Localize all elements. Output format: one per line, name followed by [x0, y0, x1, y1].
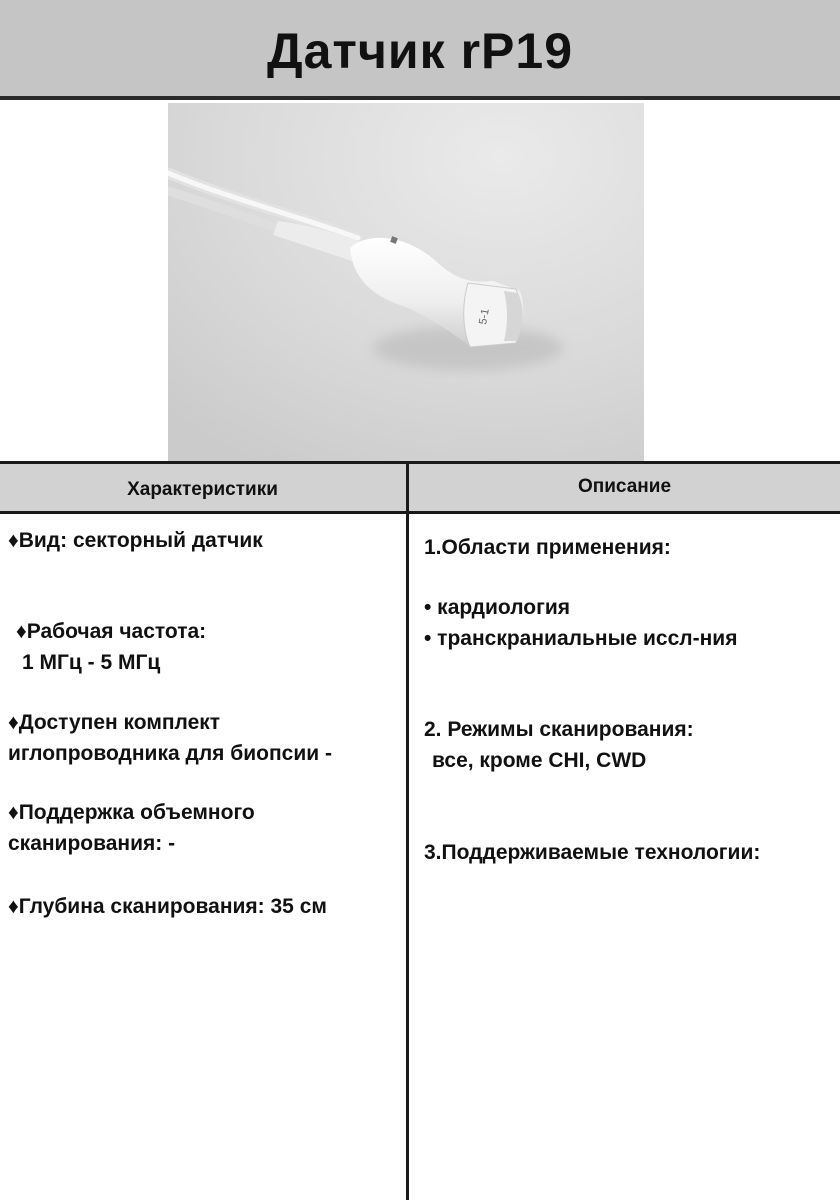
characteristics-heading: Характеристики: [127, 479, 278, 500]
frequency-label: ♦Рабочая частота:: [16, 620, 207, 643]
area-item: • кардиология: [424, 596, 571, 619]
volume-spec: [8, 797, 255, 859]
title-banner: [0, 0, 840, 100]
modes-value: все, кроме CHI, CWD: [432, 749, 647, 772]
areas-heading: 1.Области применения:: [424, 536, 671, 559]
page-title: Датчик rP19: [266, 23, 574, 79]
description-heading: Описание: [577, 476, 672, 497]
technologies-heading: 3.Поддерживаемые технологии:: [424, 841, 761, 864]
frequency-value: 1 МГц - 5 МГц: [22, 651, 161, 674]
probe-label: 5-1: [477, 307, 492, 326]
volume-line-2: сканирования: -: [8, 832, 176, 855]
scan-modes: [424, 714, 694, 776]
area-item: • транскраниальные иссл-ния: [424, 627, 738, 650]
areas-list: [424, 592, 737, 654]
biopsy-line-1: ♦Доступен комплект: [8, 711, 221, 734]
probe-type: ♦Вид: секторный датчик: [8, 529, 263, 552]
biopsy-spec: [8, 707, 332, 769]
biopsy-line-2: иглопроводника для биопсии -: [8, 742, 332, 765]
column-divider: [406, 461, 409, 1200]
frequency-spec: [16, 616, 206, 678]
modes-heading: 2. Режимы сканирования:: [424, 718, 694, 741]
table-header: [0, 461, 840, 514]
depth-spec: ♦Глубина сканирования: 35 см: [8, 895, 327, 918]
probe-photo: [168, 103, 644, 461]
volume-line-1: ♦Поддержка объемного: [8, 801, 255, 824]
